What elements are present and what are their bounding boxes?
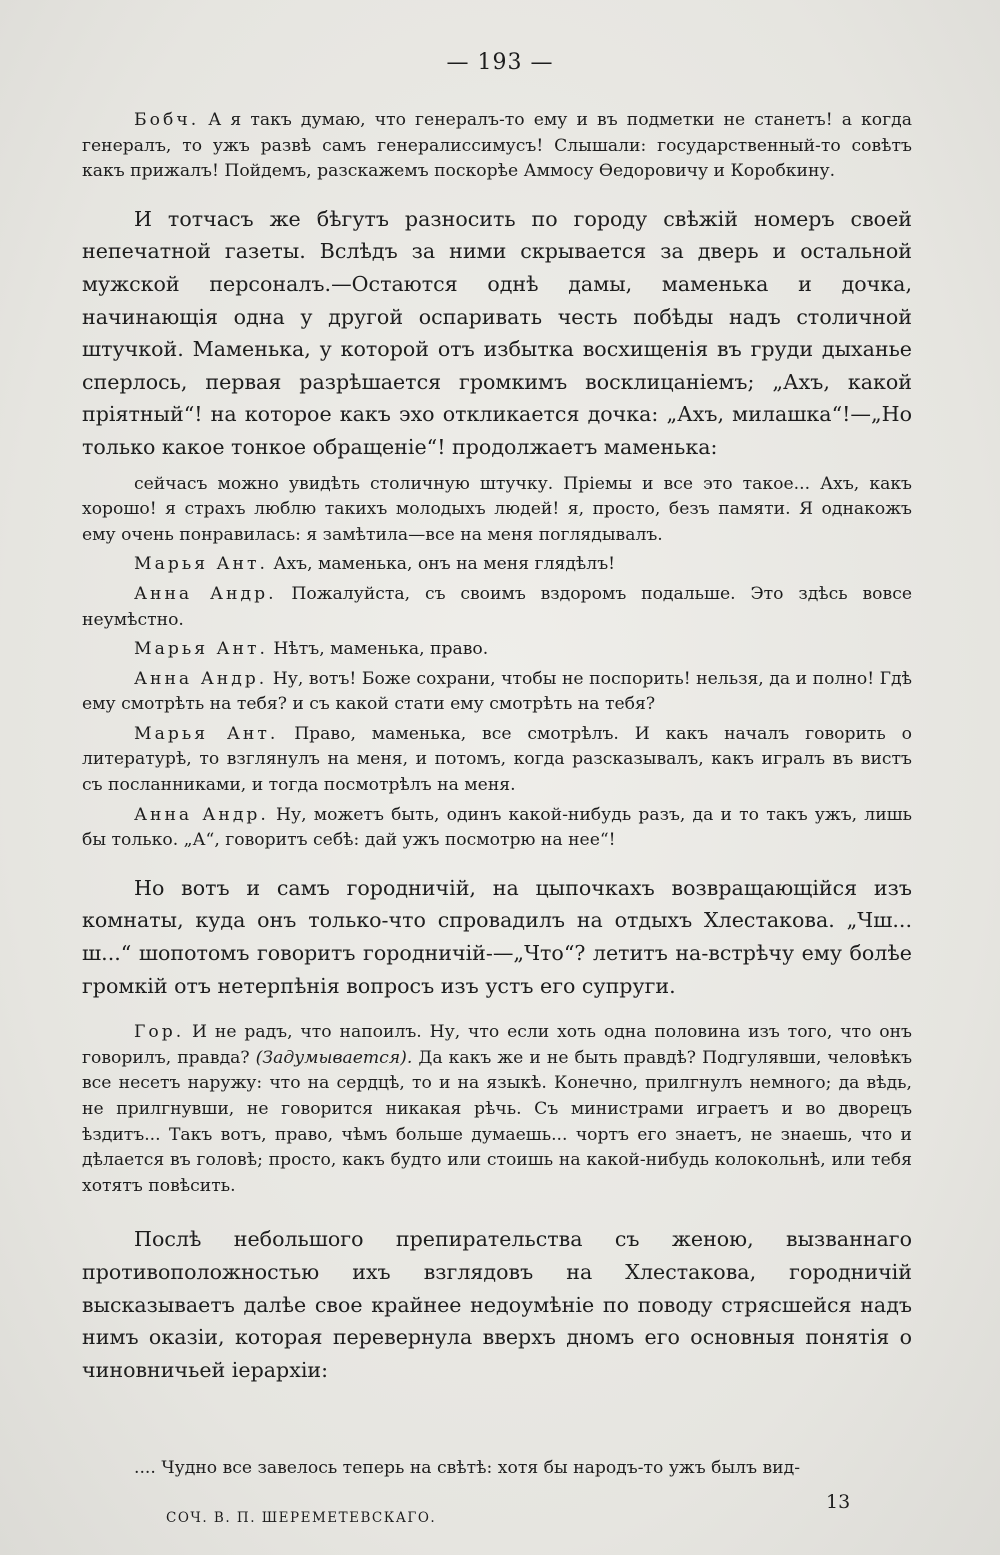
dialogue-paragraph bbox=[82, 722, 912, 799]
speaker-name: Анна Андр. bbox=[134, 804, 269, 825]
dialogue-paragraph bbox=[82, 667, 912, 718]
dialogue-text: Ахъ, маменька, онъ на меня глядѣлъ! bbox=[267, 554, 616, 575]
dialogue-text: Право, маменька, все смотрѣлъ. И какъ началъ говорить о литературѣ, то взглянулъ на меня, и потомъ, когда разсказывалъ, какъ игралъ въ вистъ съ посланниками, и тогда посмотрѣлъ на меня. bbox=[82, 723, 912, 796]
speaker-name: Гор. bbox=[134, 1022, 185, 1043]
dialogue-paragraph bbox=[82, 803, 912, 854]
dialogue-paragraph bbox=[82, 1020, 912, 1199]
dialogue-text: Да какъ же и не быть правдѣ? Подгулявши, человѣкъ все несетъ наружу: что на сердцѣ, то и на языкѣ. Конечно, прилгнулъ немного; да вѣдь, не прилгнувши, не говорится никакая рѣчь. Съ министрами играетъ и во дворецъ ѣздитъ... Такъ вотъ, право, чѣмъ больше думаешь... чортъ его знаетъ, не знаешь, что и дѣлается въ головѣ; просто, какъ будто или стоишь на какой-нибудь колокольнѣ, или тебя хотятъ повѣсить. bbox=[82, 1047, 912, 1196]
dialogue-text: Нѣтъ, маменька, право. bbox=[267, 639, 489, 660]
dialogue-text: И не радъ, что напоилъ. Ну, что если хоть одна половина изъ того, что онъ говорилъ, правда? bbox=[82, 1022, 912, 1068]
dialogue-paragraph bbox=[82, 108, 912, 185]
narrative-paragraph: Послѣ небольшого препирательства съ женою, вызваннаго противоположностью ихъ взглядовъ на Хлестакова, городничій высказываетъ далѣе свое крайнее недоумѣніе по поводу стрясшейся надъ нимъ оказіи, которая перевернула вверхъ дномъ его основныя понятія о чиновничьей іерархіи: bbox=[82, 1227, 912, 1382]
signature-mark: СОЧ. В. П. ШЕРЕМЕТЕВСКАГО. bbox=[166, 1510, 437, 1526]
narrative-paragraph: И тотчасъ же бѣгутъ разносить по городу свѣжій номеръ своей непечатной газеты. Вслѣдъ за ними скрывается за дверь и остальной мужской персоналъ.—Остаются однѣ дамы, маменька и дочка, начинающія одна у другой оспаривать честь побѣды надъ столичной штучкой. Маменька, у которой отъ избытка восхищенія въ груди дыханье сперлось, первая разрѣшается громкимъ восклицаніемъ; „Ахъ, какой пріятный“! на которое какъ эхо откликается дочка: „Ахъ, милашка“!—„Но только какое тонкое обращеніе“! продолжаетъ маменька: bbox=[82, 206, 912, 459]
dialogue-text: Ну, можетъ быть, одинъ какой-нибудь разъ, да и то такъ ужъ, лишь бы только. „А“, говоритъ себѣ: дай ужъ посмотрю на нее“! bbox=[82, 804, 912, 851]
speaker-name: Марья Ант. bbox=[134, 554, 268, 575]
dialogue-paragraph bbox=[82, 552, 912, 578]
quotation-first-line: .... Чудно все завелось теперь на свѣтѣ: хотя бы народъ-то ужъ былъ вид- bbox=[134, 1458, 801, 1478]
speaker-name: Бобч. bbox=[134, 110, 200, 130]
speaker-name: Анна Андр. bbox=[134, 668, 268, 689]
page-body bbox=[82, 108, 912, 1386]
dialogue-paragraph bbox=[82, 582, 912, 633]
quotation-paragraph: сейчасъ можно увидѣть столичную штучку. Пріемы и все это такое... Ахъ, какъ хорошо! я страхъ люблю такихъ молодыхъ людей! я, просто, безъ памяти. Я однакожъ ему очень понравилась: я замѣтила—все на меня поглядывалъ. bbox=[82, 473, 912, 545]
speaker-name: Марья Ант. bbox=[134, 723, 279, 744]
speaker-name: Анна Андр. bbox=[134, 583, 277, 604]
stage-direction: (Задумывается). bbox=[255, 1047, 413, 1068]
dialogue-text: Пожалуйста, съ своимъ вздоромъ подальше. Это здѣсь вовсе неумѣстно. bbox=[82, 583, 912, 630]
narrative-paragraph: Но вотъ и самъ городничій, на цыпочкахъ возвращающійся изъ комнаты, куда онъ только-что спровадилъ на отдыхъ Хлестакова. „Чш... ш...“ шопотомъ говоритъ городничій-—„Что“? летитъ на-встрѣчу ему болѣе громкій отъ нетерпѣнія вопросъ изъ устъ его супруги. bbox=[82, 875, 912, 998]
page-number: — 193 — bbox=[446, 50, 554, 75]
dialogue-text: Ну, вотъ! Боже сохрани, чтобы не поспорить! нельзя, да и полно! Гдѣ ему смотрѣть на тебя? и съ какой стати ему смотрѣть на тебя? bbox=[82, 668, 912, 715]
speaker-name: Марья Ант. bbox=[134, 639, 268, 660]
sheet-number: 13 bbox=[826, 1491, 851, 1513]
dialogue-paragraph bbox=[82, 637, 912, 663]
dialogue-text: А я такъ думаю, что генералъ-то ему и въ подметки не станетъ! а когда генералъ, то ужъ развѣ самъ генералиссимусъ! Слышали: государственный-то совѣтъ какъ прижалъ! Пойдемъ, разскажемъ поскорѣе Аммосу Ѳедоровичу и Коробкину. bbox=[82, 110, 912, 182]
